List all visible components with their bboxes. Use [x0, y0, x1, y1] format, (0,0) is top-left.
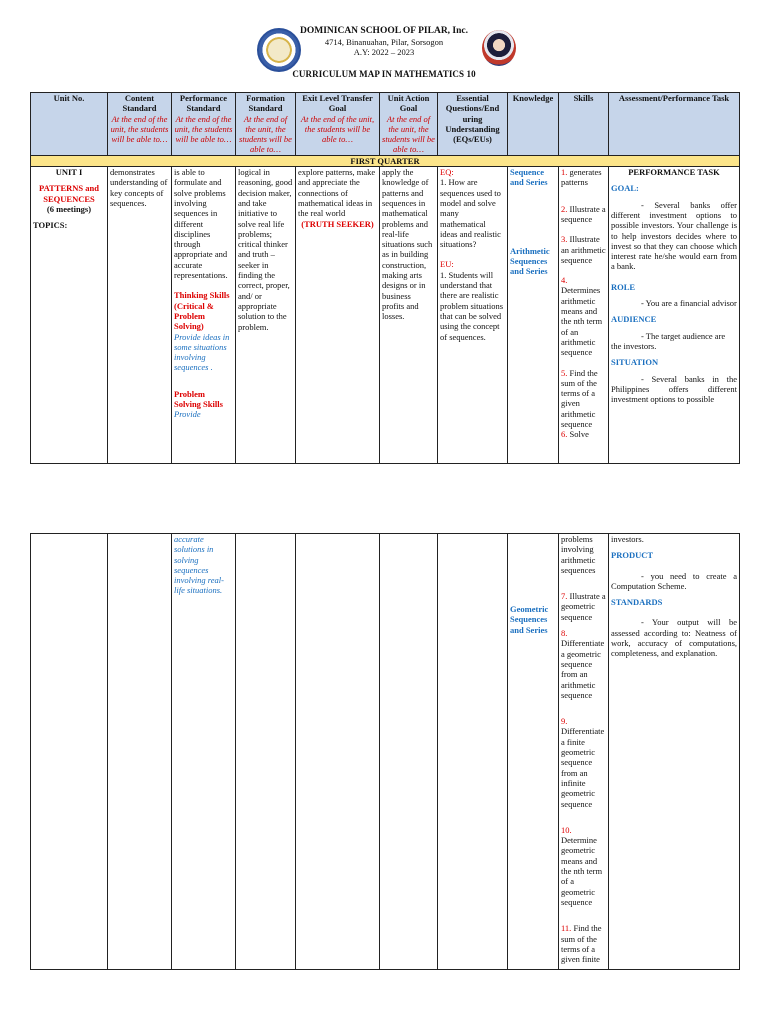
eq-label: EQ: — [440, 167, 454, 178]
situation-text-cont: investors. — [611, 534, 644, 544]
header-row — [31, 93, 740, 156]
col-performance-header: Performance Standard At the end of the unit, the students will be able to… — [172, 93, 236, 156]
unit-row-continued — [31, 534, 740, 970]
audience-text: - The target audience are the investors. — [611, 330, 726, 351]
school-address: 4714, Binanuahan, Pilar, Sorsogon — [324, 37, 444, 47]
document-title: CURRICULUM MAP IN MATHEMATICS 10 — [292, 69, 476, 79]
unit-row — [31, 167, 740, 464]
col-exit-header: Exit Level Transfer Goal At the end of the unit, the students will be able to… — [296, 93, 380, 156]
skill-item: 6. Solve — [561, 429, 589, 440]
skill-item: 10. Determine geometric means and the nth term of a geometric sequence — [561, 824, 603, 907]
skills-cell — [559, 167, 609, 464]
col-knowledge-header: Knowledge — [508, 93, 559, 156]
col-content-header: Content Standard At the end of the unit, the students will be able to… — [108, 93, 172, 156]
unit-label: UNIT I — [55, 167, 83, 178]
role-text: - You are a financial advisor — [641, 298, 737, 309]
formation-standard-cell — [236, 534, 296, 970]
skills-cell — [559, 534, 609, 970]
curriculum-table-part-1 — [30, 92, 740, 464]
knowledge-cell — [508, 167, 559, 464]
assessment-cell — [609, 167, 740, 464]
skill-item: 1. generates patterns — [561, 167, 602, 188]
unit-cell — [31, 534, 108, 970]
performance-task-title: PERFORMANCE TASK — [628, 167, 720, 178]
assessment-cell — [609, 534, 740, 970]
product-text: - you need to create a Computation Scheme. — [611, 570, 737, 591]
exit-goal-cell — [296, 167, 380, 464]
goal-label: GOAL: — [611, 183, 639, 194]
skill-item: 9. Differentiate a finite geometric sequence from an infinite geometric sequence — [561, 716, 605, 809]
quarter-label: FIRST QUARTER — [31, 155, 740, 166]
audience-label: AUDIENCE — [611, 314, 657, 325]
situation-label: SITUATION — [611, 357, 659, 368]
essential-cell — [438, 534, 508, 970]
school-year: A.Y: 2022 – 2023 — [353, 47, 415, 57]
situation-text: - Several banks in the Philippines offers different investment options to possible — [611, 373, 737, 405]
skill-item: 5. Find the sum of the terms of a given arithmetic sequence — [561, 367, 598, 430]
performance-standard-text: is able to formulate and solve problems involving sequences in different disciplines through appropriate and accurate representations. — [174, 167, 228, 281]
skill-item: 4. Determines arithmetic means and the nth term of an arithmetic sequence — [561, 275, 603, 358]
quarter-row — [31, 155, 740, 166]
exit-goal-tag: (TRUTH SEEKER) — [301, 218, 374, 229]
problem-solving-title: Problem Solving Skills — [174, 388, 223, 410]
thinking-skills-title: Thinking Skills (Critical & Problem Solving) — [174, 290, 230, 332]
col-unit-header: Unit No. — [31, 93, 108, 156]
goal-text: - Several banks offer different investment options to possible investors. Your challenge is to help investors decides where to invest so that they can choose which interest rate he/she would earn from a bank. — [611, 199, 737, 272]
unit-name: PATTERNS and SEQUENCES — [39, 183, 99, 204]
role-label: ROLE — [611, 281, 636, 292]
essential-cell — [438, 167, 508, 464]
action-goal-cell — [380, 534, 438, 970]
problem-solving-text-cont: accurate solutions in solving sequences involving real-life situations. — [174, 534, 224, 596]
document-header — [0, 26, 768, 79]
formation-standard-cell: logical in reasoning, good decision maker, and take initiative to solve real life problems; critical thinker and truth – seeker in finding the correct, proper, and/ or appropriate solution to the problem. — [236, 167, 296, 464]
knowledge-item: Arithmetic Sequences and Series — [510, 245, 550, 277]
skill-item: 3. Illustrate an arithmetic sequence — [561, 234, 606, 265]
standards-label: STANDARDS — [611, 597, 663, 608]
unit-meetings: (6 meetings) — [46, 203, 92, 214]
thinking-skills-text: Provide ideas in some situations involving sequences . — [174, 331, 230, 373]
product-label: PRODUCT — [611, 550, 654, 561]
content-standard-cell — [108, 534, 172, 970]
eq-text: 1. How are sequences used to model and solve many mathematical ideas and realistic situations? — [440, 177, 501, 250]
knowledge-cell — [508, 534, 559, 970]
eu-label: EU: — [440, 259, 454, 270]
skill-item: problems involving arithmetic sequences — [561, 534, 596, 575]
skill-item: 11. Find the sum of the terms of a given finite — [561, 923, 602, 965]
unit-cell — [31, 167, 108, 464]
knowledge-item: Geometric Sequences and Series — [510, 604, 549, 635]
col-action-header: Unit Action Goal At the end of the unit, the students will be able to… — [380, 93, 438, 156]
topics-label: TOPICS: — [33, 220, 68, 231]
exit-goal-text: explore patterns, make and appreciate the connections of mathematical ideas in the real world — [298, 167, 376, 219]
problem-solving-text: Provide — [174, 409, 201, 420]
col-skills-header: Skills — [559, 93, 609, 156]
skill-item: 8. Differentiate a geometric sequence from an arithmetic sequence — [561, 628, 605, 700]
col-essential-header: Essential Questions/End uring Understanding (EQs/EUs) — [438, 93, 508, 156]
eu-text: 1. Students will understand that there are realistic problem situations that can be solved using the concept of sequences. — [440, 269, 504, 342]
content-standard-cell: demonstrates understanding of key concepts of sequences. — [108, 167, 172, 464]
action-goal-cell: apply the knowledge of patterns and sequences in mathematical problems and real-life situations such as in building construction, making arts designs or in business profits and losses. — [380, 167, 438, 464]
school-name: DOMINICAN SCHOOL OF PILAR, Inc. — [299, 26, 469, 36]
skill-item: 2. Illustrate a sequence — [561, 203, 606, 224]
col-formation-header: Formation Standard At the end of the unit, the students will be able to… — [236, 93, 296, 156]
standards-text: - Your output will be assessed according to: Neatness of work, accuracy of computations, completeness, and explanation. — [611, 617, 737, 659]
performance-standard-cell — [172, 534, 236, 970]
performance-standard-cell — [172, 167, 236, 464]
col-assessment-header: Assessment/Performance Task — [609, 93, 740, 156]
exit-goal-cell — [296, 534, 380, 970]
knowledge-item: Sequence and Series — [510, 167, 548, 188]
skill-item: 7. Illustrate a geometric sequence — [561, 591, 606, 622]
curriculum-table-part-2 — [30, 533, 740, 970]
